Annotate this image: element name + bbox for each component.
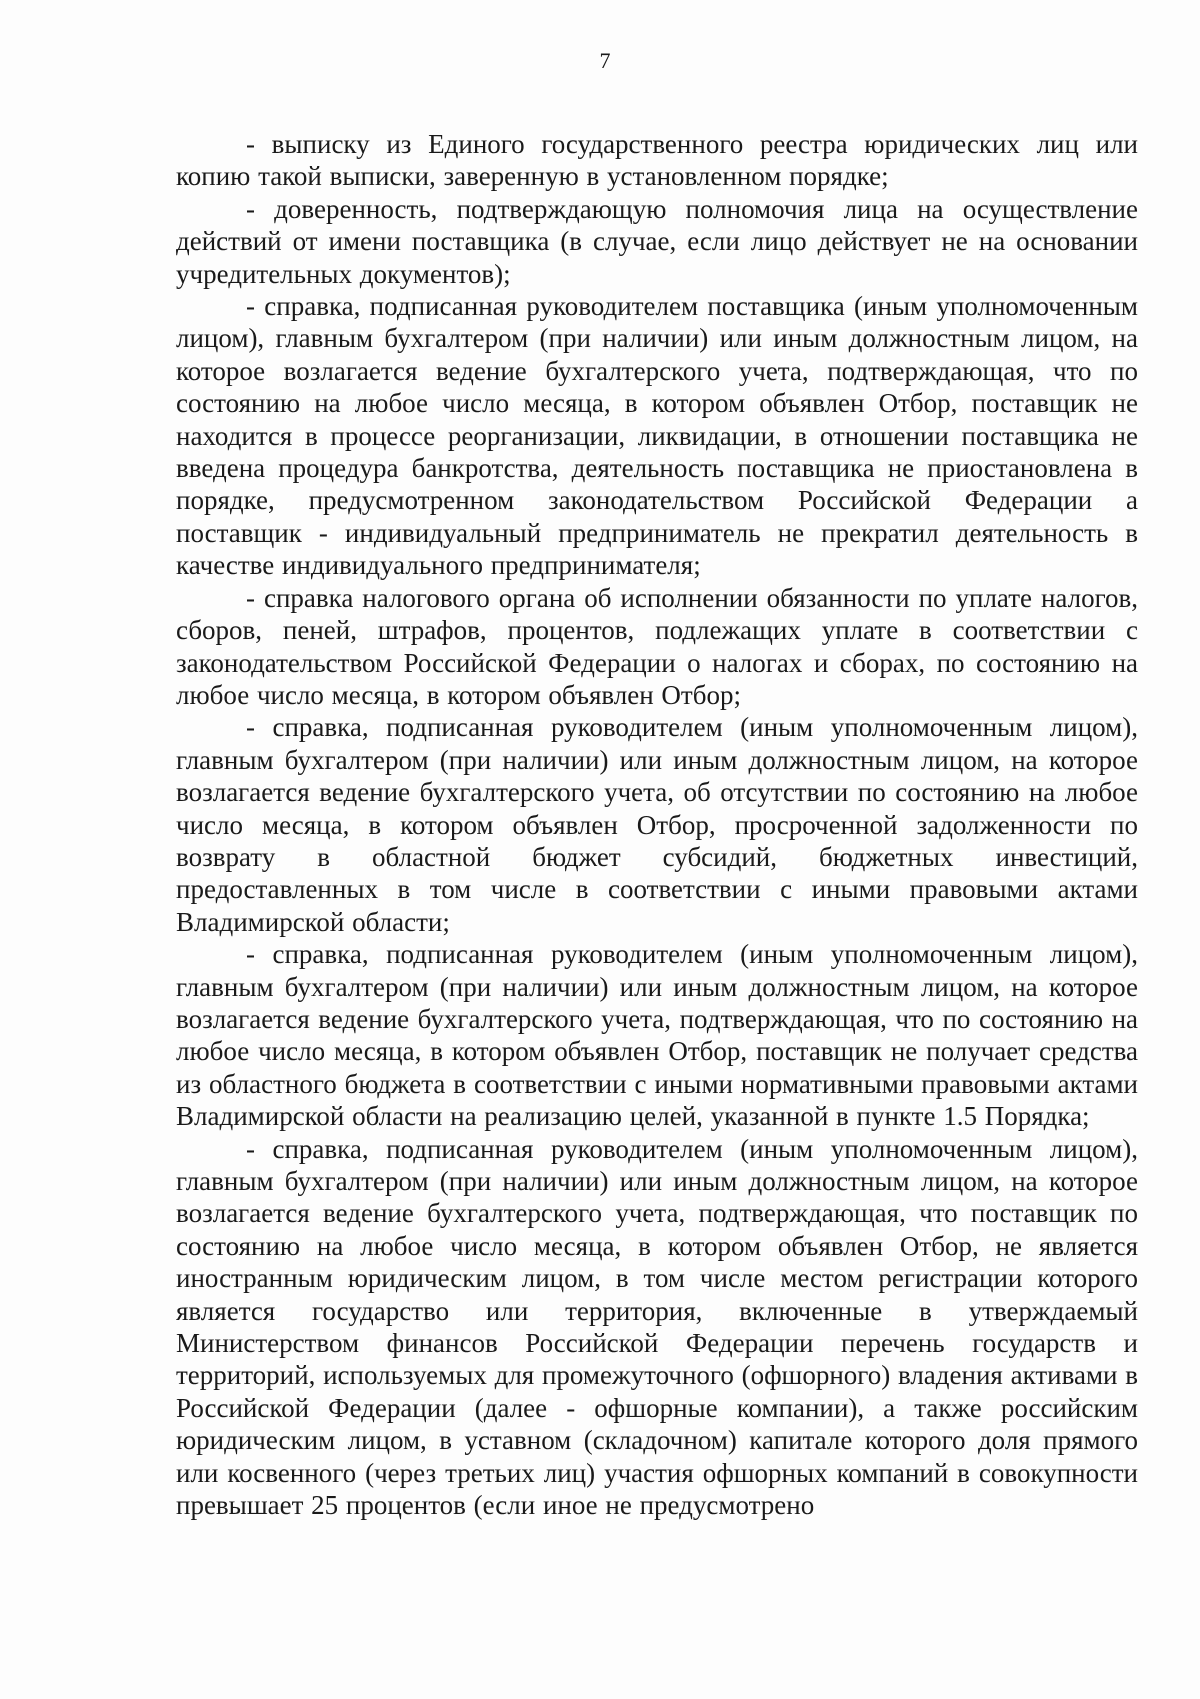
- document-body: [176, 128, 1138, 1521]
- paragraph-funding-certificate: - справка, подписанная руководителем (иным уполномоченным лицом), главным бухгалтером (при наличии) или иным должностным лицом, на которое возлагается ведение бухгалтерского учета, подтверждающая, что по состоянию на любое число месяца, в котором объявлен Отбор, поставщик не получает средства из областного бюджета в соответствии с иными нормативными правовыми актами Владимирской области на реализацию целей, указанной в пункте 1.5 Порядка;: [176, 939, 1138, 1132]
- paragraph-tax-certificate: - справка налогового органа об исполнении обязанности по уплате налогов, сборов, пеней, штрафов, процентов, подлежащих уплате в соответствии с законодательством Российской Федерации о налогах и сборах, по состоянию на любое число месяца, в котором объявлен Отбор;: [176, 582, 1138, 710]
- paragraph-power-of-attorney: - доверенность, подтверждающую полномочия лица на осуществление действий от имени поставщика (в случае, если лицо действует не на основании учредительных документов);: [176, 193, 1138, 289]
- paragraph-offshore-certificate: - справка, подписанная руководителем (иным уполномоченным лицом), главным бухгалтером (при наличии) или иным должностным лицом, на которое возлагается ведение бухгалтерского учета, подтверждающая, что поставщик по состоянию на любое число месяца, в котором объявлен Отбор, не является иностранным юридическим лицом, в том числе местом регистрации которого является государство или территория, включенные в утверждаемый Министерством финансов Российской Федерации перечень государств и территорий, используемых для промежуточного (офшорного) владения активами в Российской Федерации (далее - офшорные компании), а также российским юридическим лицом, в уставном (складочном) капитале которого доля прямого или косвенного (через третьих лиц) участия офшорных компаний в совокупности превышает 25 процентов (если иное не предусмотрено: [176, 1133, 1138, 1521]
- paragraph-debt-certificate: - справка, подписанная руководителем (иным уполномоченным лицом), главным бухгалтером (при наличии) или иным должностным лицом, на которое возлагается ведение бухгалтерского учета, об отсутствии по состоянию на любое число месяца, в котором объявлен Отбор, просроченной задолженности по возврату в областной бюджет субсидий, бюджетных инвестиций, предоставленных в том числе в соответствии с иными правовыми актами Владимирской области;: [176, 712, 1138, 937]
- paragraph-egrul-extract: - выписку из Единого государственного реестра юридических лиц или копию такой выписки, заверенную в установленном порядке;: [176, 129, 1138, 192]
- paragraph-reorganization-certificate: - справка, подписанная руководителем поставщика (иным уполномоченным лицом), главным бухгалтером (при наличии) или иным должностным лицом, на которое возлагается ведение бухгалтерского учета, подтверждающая, что по состоянию на любое число месяца, в котором объявлен Отбор, поставщик не находится в процессе реорганизации, ликвидации, в отношении поставщика не введена процедура банкротства, деятельность поставщика не приостановлена в порядке, предусмотренном законодательством Российской Федерации а поставщик - индивидуальный предприниматель не прекратил деятельность в качестве индивидуального предпринимателя;: [176, 291, 1138, 581]
- page-number: 7: [599, 48, 611, 73]
